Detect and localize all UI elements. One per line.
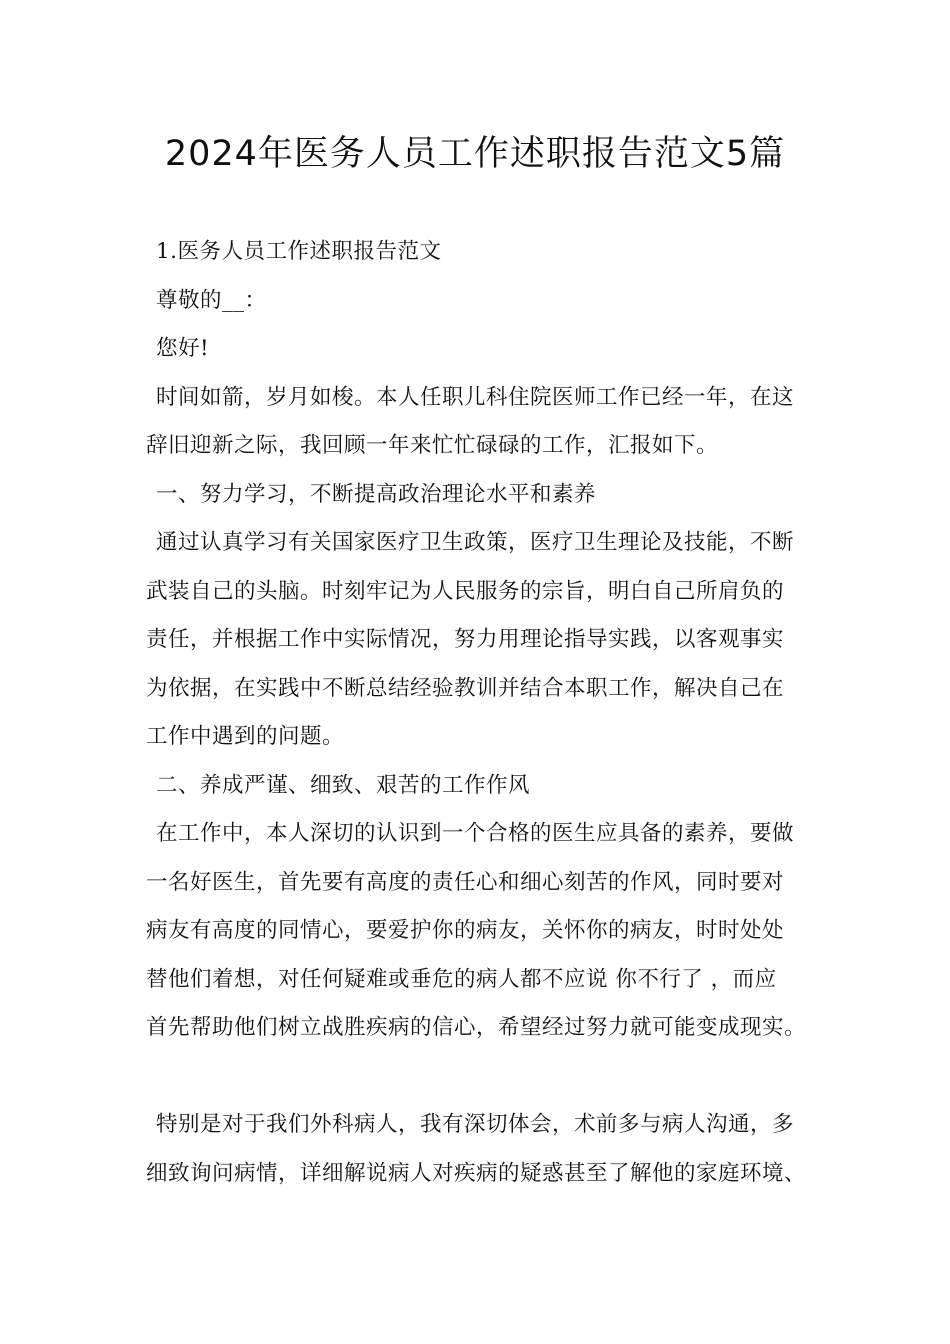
paragraph-line: 特别是对于我们外科病人，我有深切体会，术前多与病人沟通，多 (156, 1112, 795, 1137)
paragraph-line: 责任，并根据工作中实际情况，努力用理论指导实践，以客观事实 (146, 627, 785, 652)
paragraph-line: 病友有高度的同情心，要爱护你的病友，关怀你的病友，时时处处 (146, 918, 785, 943)
paragraph-line: 通过认真学习有关国家医疗卫生政策，医疗卫生理论及技能，不断 (156, 530, 795, 555)
paragraph-line: 细致询问病情，详细解说病人对疾病的疑惑甚至了解他的家庭环境、 (146, 1160, 807, 1186)
greeting: 您好! (156, 336, 210, 361)
paragraph-line: 武装自己的头脑。时刻牢记为人民服务的宗旨，明白自己所肩负的 (146, 578, 785, 604)
document-body (146, 228, 826, 1198)
paragraph-line: 辞旧迎新之际，我回顾一年来忙忙碌碌的工作，汇报如下。 (146, 433, 719, 458)
paragraph-gap (146, 1053, 826, 1102)
paragraph-line: 一名好医生，首先要有高度的责任心和细心刻苦的作风，同时要对 (146, 869, 785, 895)
salutation: 尊敬的__： (156, 287, 267, 313)
paragraph-line: 时间如箭，岁月如梭。本人任职儿科住院医师工作已经一年，在这 (156, 384, 795, 410)
paragraph-line: 在工作中，本人深切的认识到一个合格的医生应具备的素养，要做 (156, 821, 795, 846)
paragraph-line: 为依据，在实践中不断总结经验教训并结合本职工作，解决自己在 (146, 675, 785, 701)
paragraph-line: 替他们着想，对任何疑难或垂危的病人都不应说 你不行了 ，而应 (146, 966, 777, 992)
section-heading: 1.医务人员工作述职报告范文 (156, 239, 442, 264)
subheading: 二、养成严谨、细致、艰苦的工作作风 (156, 772, 531, 798)
subheading: 一、努力学习，不断提高政治理论水平和素养 (156, 481, 597, 507)
paragraph-line: 首先帮助他们树立战胜疾病的信心，希望经过努力就可能变成现实。 (146, 1015, 807, 1040)
paragraph-line: 工作中遇到的问题。 (146, 724, 345, 749)
document-title: 2024年医务人员工作述职报告范文5篇 (164, 134, 786, 174)
